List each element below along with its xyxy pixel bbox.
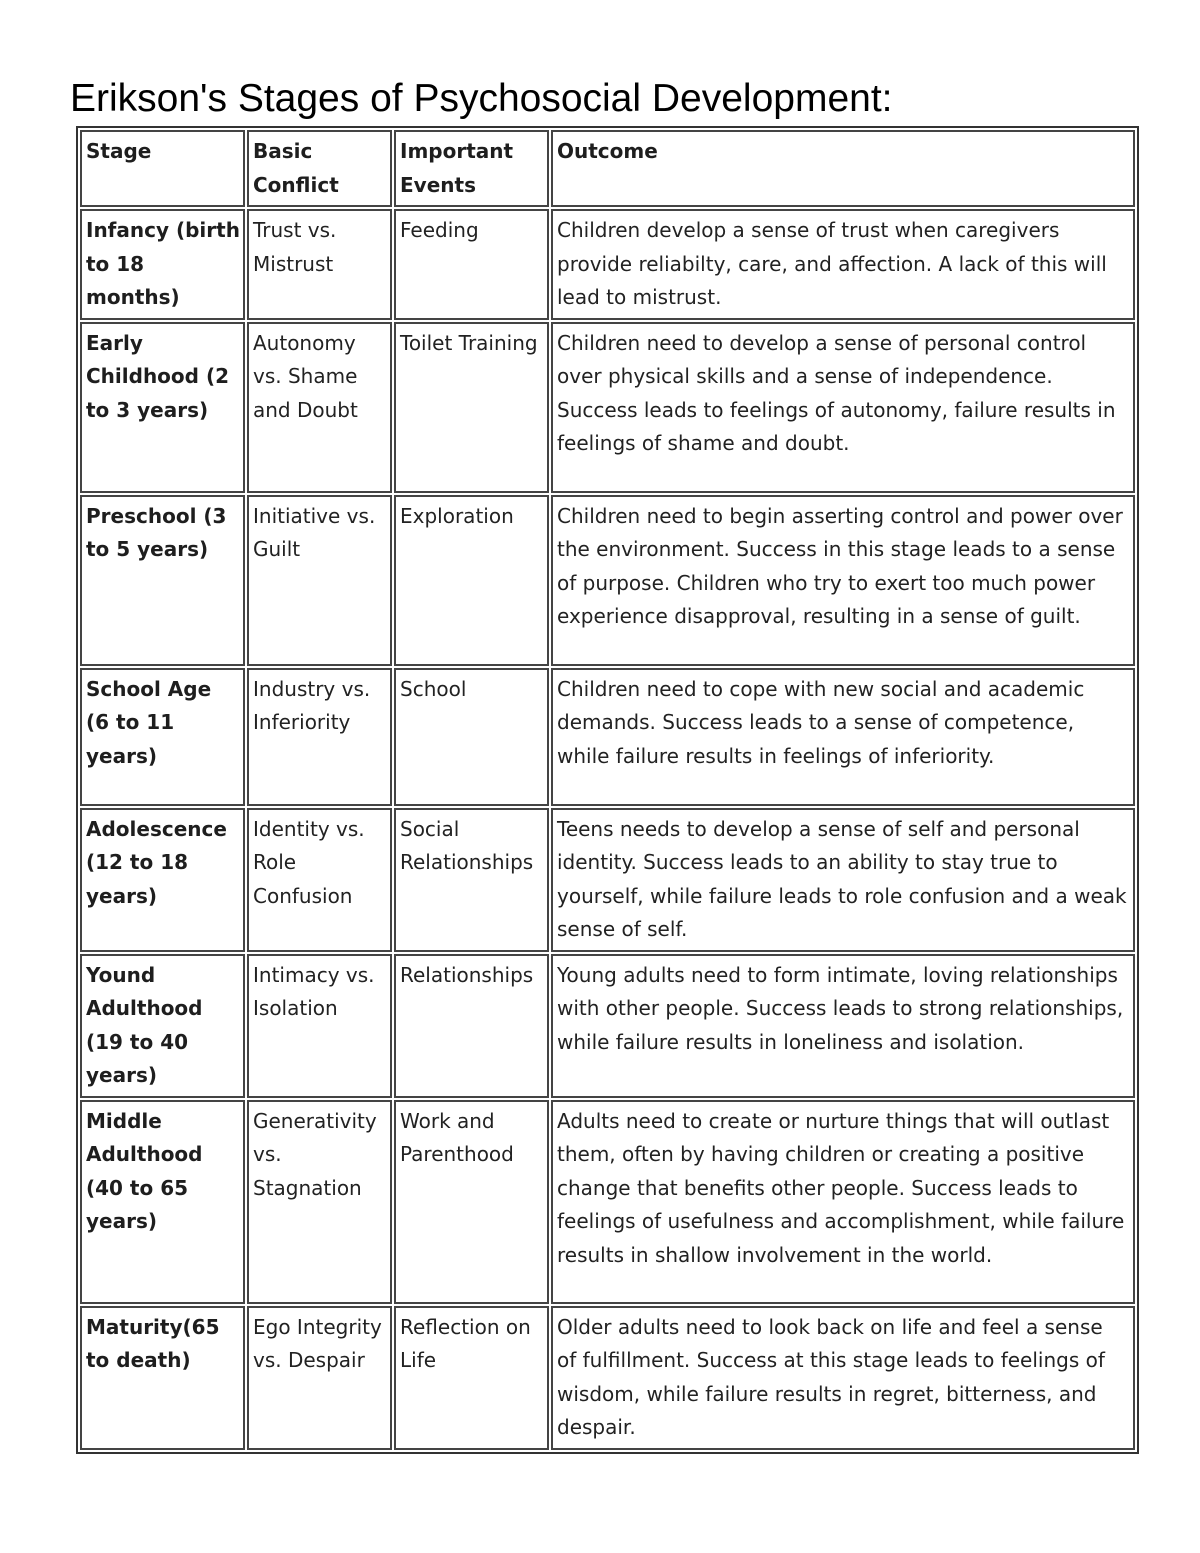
stage-cell: Early Childhood (2 to 3 years) bbox=[80, 322, 245, 493]
events-cell: Relationships bbox=[394, 954, 549, 1098]
header-important-events: Important Events bbox=[394, 130, 549, 207]
outcome-cell: Children need to cope with new social and academic demands. Success leads to a sense of competence, while failure results in feelings of inferiority. bbox=[551, 668, 1135, 806]
outcome-cell: Older adults need to look back on life and feel a sense of fulfillment. Success at this stage leads to feelings of wisdom, while failure results in regret, bitterness, and despair. bbox=[551, 1306, 1135, 1450]
outcome-cell: Adults need to create or nurture things that will outlast them, often by having children or creating a positive change that benefits other people. Success leads to feelings of usefulness and accomplishment, while failure results in shallow involvement in the world. bbox=[551, 1100, 1135, 1304]
stage-cell: Middle Adulthood (40 to 65 years) bbox=[80, 1100, 245, 1304]
stage-cell: Preschool (3 to 5 years) bbox=[80, 495, 245, 666]
stage-cell: Maturity(65 to death) bbox=[80, 1306, 245, 1450]
outcome-cell: Children need to begin asserting control and power over the environment. Success in this stage leads to a sense of purpose. Children who try to exert too much power experience disapproval, resulting in a sense of guilt. bbox=[551, 495, 1135, 666]
conflict-cell: Trust vs. Mistrust bbox=[247, 209, 392, 320]
stage-cell: Adolescence (12 to 18 years) bbox=[80, 808, 245, 952]
events-cell: Exploration bbox=[394, 495, 549, 666]
events-cell: Social Relationships bbox=[394, 808, 549, 952]
events-cell: School bbox=[394, 668, 549, 806]
events-cell: Toilet Training bbox=[394, 322, 549, 493]
events-cell: Work and Parenthood bbox=[394, 1100, 549, 1304]
stage-cell: Infancy (birth to 18 months) bbox=[80, 209, 245, 320]
conflict-cell: Ego Integrity vs. Despair bbox=[247, 1306, 392, 1450]
conflict-cell: Generativity vs. Stagnation bbox=[247, 1100, 392, 1304]
header-outcome: Outcome bbox=[551, 130, 1135, 207]
stage-cell: School Age (6 to 11 years) bbox=[80, 668, 245, 806]
table-row bbox=[80, 209, 1135, 320]
table-row bbox=[80, 954, 1135, 1098]
header-basic-conflict: Basic Conflict bbox=[247, 130, 392, 207]
table-row bbox=[80, 1100, 1135, 1304]
table-row bbox=[80, 495, 1135, 666]
outcome-cell: Teens needs to develop a sense of self and personal identity. Success leads to an ability to stay true to yourself, while failure leads to role confusion and a weak sense of self. bbox=[551, 808, 1135, 952]
conflict-cell: Identity vs. Role Confusion bbox=[247, 808, 392, 952]
table-row bbox=[80, 322, 1135, 493]
conflict-cell: Intimacy vs. Isolation bbox=[247, 954, 392, 1098]
outcome-cell: Children need to develop a sense of personal control over physical skills and a sense of independence. Success leads to feelings of autonomy, failure results in feelings of shame and doubt. bbox=[551, 322, 1135, 493]
table-row bbox=[80, 1306, 1135, 1450]
table-row bbox=[80, 808, 1135, 952]
table-row bbox=[80, 668, 1135, 806]
outcome-cell: Children develop a sense of trust when caregivers provide reliabilty, care, and affection. A lack of this will lead to mistrust. bbox=[551, 209, 1135, 320]
outcome-cell: Young adults need to form intimate, loving relationships with other people. Success leads to strong relationships, while failure results in loneliness and isolation. bbox=[551, 954, 1135, 1098]
conflict-cell: Autonomy vs. Shame and Doubt bbox=[247, 322, 392, 493]
conflict-cell: Initiative vs. Guilt bbox=[247, 495, 392, 666]
conflict-cell: Industry vs. Inferiority bbox=[247, 668, 392, 806]
stages-table bbox=[76, 126, 1139, 1454]
events-cell: Reflection on Life bbox=[394, 1306, 549, 1450]
stage-cell: Yound Adulthood (19 to 40 years) bbox=[80, 954, 245, 1098]
table-header-row bbox=[80, 130, 1135, 207]
events-cell: Feeding bbox=[394, 209, 549, 320]
page-title: Erikson's Stages of Psychosocial Development: bbox=[70, 77, 893, 120]
header-stage: Stage bbox=[80, 130, 245, 207]
